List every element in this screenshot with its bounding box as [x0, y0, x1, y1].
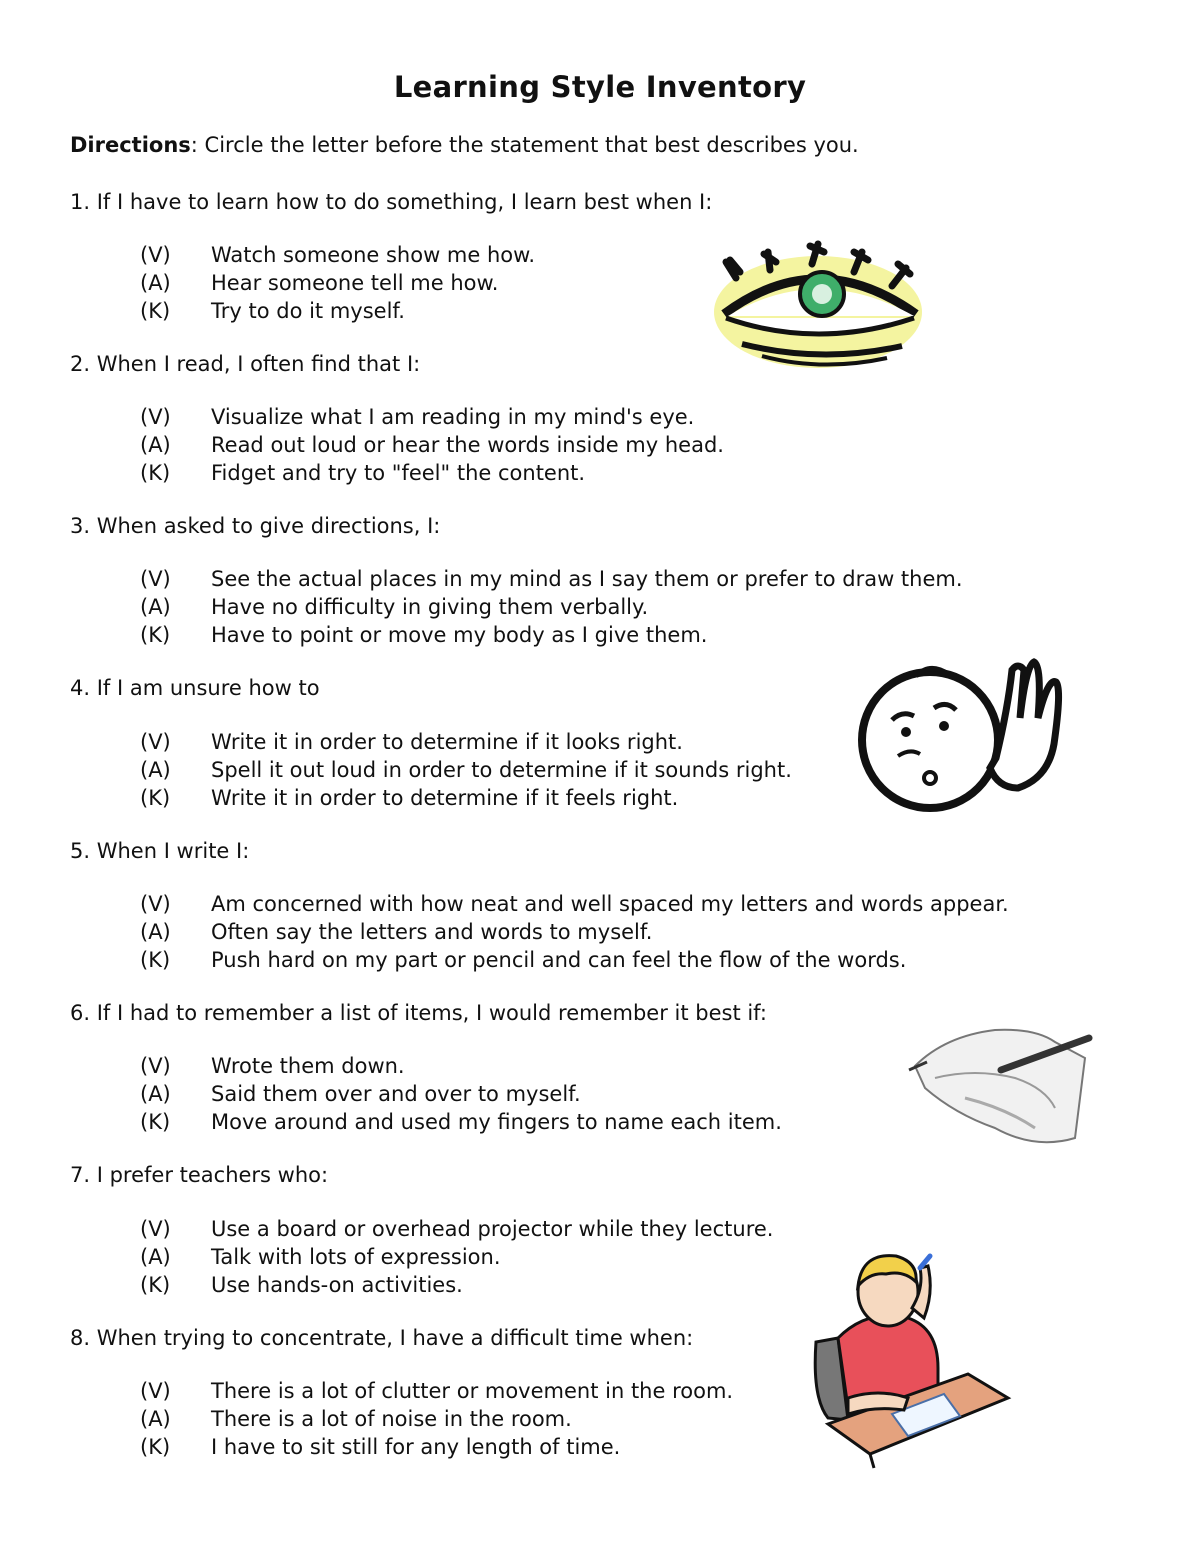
option-k[interactable]: [140, 1433, 733, 1461]
option-v[interactable]: [140, 1215, 773, 1243]
question-prompt: 1. If I have to learn how to do something, I learn best when I:: [70, 190, 713, 214]
option-letter: (K): [140, 1435, 171, 1459]
option-a[interactable]: [140, 756, 792, 784]
option-text: Push hard on my part or pencil and can feel the flow of the words.: [211, 948, 907, 972]
option-letter: (V): [140, 892, 171, 916]
option-k[interactable]: [140, 459, 724, 487]
option-v[interactable]: [140, 403, 724, 431]
option-text: Write it in order to determine if it feels right.: [211, 786, 679, 810]
option-text: Wrote them down.: [211, 1054, 405, 1078]
option-v[interactable]: [140, 1377, 733, 1405]
directions-text: : Circle the letter before the statement that best describes you.: [190, 133, 859, 157]
question-3: [70, 512, 440, 540]
option-text: Use a board or overhead projector while they lecture.: [211, 1217, 774, 1241]
option-text: Spell it out loud in order to determine if it sounds right.: [211, 758, 792, 782]
option-letter: (A): [140, 1082, 171, 1106]
question-2-options: [140, 403, 724, 487]
page-title: Learning Style Inventory: [393, 70, 807, 104]
question-4-options: [140, 728, 792, 812]
question-prompt: 2. When I read, I often find that I:: [70, 352, 421, 376]
right-eye: [939, 721, 949, 731]
option-text: Move around and used my fingers to name each item.: [211, 1110, 782, 1134]
listening-face-illustration: [858, 648, 1070, 818]
directions: [70, 133, 859, 157]
hand: [990, 662, 1059, 788]
option-letter: (V): [140, 730, 171, 754]
option-text: Am concerned with how neat and well spaced my letters and words appear.: [211, 892, 1009, 916]
option-k[interactable]: [140, 621, 963, 649]
option-k[interactable]: [140, 297, 535, 325]
option-letter: (V): [140, 567, 171, 591]
question-8-options: [140, 1377, 733, 1461]
option-v[interactable]: [140, 565, 963, 593]
question-prompt: 4. If I am unsure how to: [70, 676, 320, 700]
student-illustration: [808, 1248, 1013, 1470]
option-k[interactable]: [140, 1271, 773, 1299]
option-text: Said them over and over to myself.: [211, 1082, 581, 1106]
option-text: Read out loud or hear the words inside my head.: [211, 433, 724, 457]
question-prompt: 5. When I write I:: [70, 839, 250, 863]
option-a[interactable]: [140, 1405, 733, 1433]
option-letter: (A): [140, 1245, 171, 1269]
option-v[interactable]: [140, 241, 535, 269]
option-text: I have to sit still for any length of time.: [211, 1435, 621, 1459]
pupil-highlight: [812, 284, 832, 304]
question-5-options: [140, 890, 1009, 974]
directions-label: Directions: [70, 133, 191, 157]
option-text: Use hands-on activities.: [211, 1273, 463, 1297]
eye-illustration: [712, 232, 927, 372]
option-letter: (V): [140, 243, 171, 267]
option-text: Watch someone show me how.: [211, 243, 536, 267]
option-letter: (K): [140, 299, 171, 323]
option-text: See the actual places in my mind as I say them or prefer to draw them.: [211, 567, 963, 591]
option-text: Often say the letters and words to myself.: [211, 920, 653, 944]
option-letter: (A): [140, 1407, 171, 1431]
option-text: Hear someone tell me how.: [211, 271, 499, 295]
option-letter: (A): [140, 920, 171, 944]
option-text: There is a lot of clutter or movement in the room.: [211, 1379, 734, 1403]
option-text: Visualize what I am reading in my mind's eye.: [211, 405, 695, 429]
option-letter: (A): [140, 758, 171, 782]
question-7: [70, 1161, 328, 1189]
option-letter: (V): [140, 1217, 171, 1241]
question-prompt: 7. I prefer teachers who:: [70, 1163, 329, 1187]
question-3-options: [140, 565, 963, 649]
question-1: [70, 188, 712, 216]
question-6-options: [140, 1052, 782, 1136]
option-letter: (A): [140, 271, 171, 295]
option-text: Try to do it myself.: [211, 299, 405, 323]
writing-hand-illustration: [905, 1018, 1093, 1156]
question-4: [70, 674, 320, 702]
option-letter: (K): [140, 1273, 171, 1297]
option-text: Fidget and try to "feel" the content.: [211, 461, 586, 485]
option-letter: (K): [140, 623, 171, 647]
option-a[interactable]: [140, 431, 724, 459]
option-letter: (K): [140, 786, 171, 810]
option-letter: (A): [140, 595, 171, 619]
option-letter: (V): [140, 1379, 171, 1403]
option-a[interactable]: [140, 593, 963, 621]
option-a[interactable]: [140, 269, 535, 297]
face: [862, 672, 998, 808]
option-a[interactable]: [140, 1243, 773, 1271]
option-letter: (K): [140, 948, 171, 972]
question-7-options: [140, 1215, 773, 1299]
option-v[interactable]: [140, 890, 1009, 918]
option-v[interactable]: [140, 728, 792, 756]
option-text: There is a lot of noise in the room.: [211, 1407, 572, 1431]
option-a[interactable]: [140, 1080, 782, 1108]
question-prompt: 8. When trying to concentrate, I have a difficult time when:: [70, 1326, 694, 1350]
question-prompt: 3. When asked to give directions, I:: [70, 514, 441, 538]
option-a[interactable]: [140, 918, 1009, 946]
question-2: [70, 350, 420, 378]
question-6: [70, 999, 767, 1027]
option-text: Talk with lots of expression.: [211, 1245, 501, 1269]
option-v[interactable]: [140, 1052, 782, 1080]
question-8: [70, 1324, 693, 1352]
option-letter: (V): [140, 405, 171, 429]
option-k[interactable]: [140, 784, 792, 812]
option-k[interactable]: [140, 946, 1009, 974]
option-text: Have to point or move my body as I give them.: [211, 623, 708, 647]
option-letter: (K): [140, 1110, 171, 1134]
option-letter: (K): [140, 461, 171, 485]
left-eye: [901, 727, 911, 737]
option-letter: (V): [140, 1054, 171, 1078]
option-text: Have no difficulty in giving them verbally.: [211, 595, 649, 619]
option-text: Write it in order to determine if it looks right.: [211, 730, 683, 754]
option-letter: (A): [140, 433, 171, 457]
question-prompt: 6. If I had to remember a list of items, I would remember it best if:: [70, 1001, 767, 1025]
question-1-options: [140, 241, 535, 325]
option-k[interactable]: [140, 1108, 782, 1136]
question-5: [70, 837, 249, 865]
